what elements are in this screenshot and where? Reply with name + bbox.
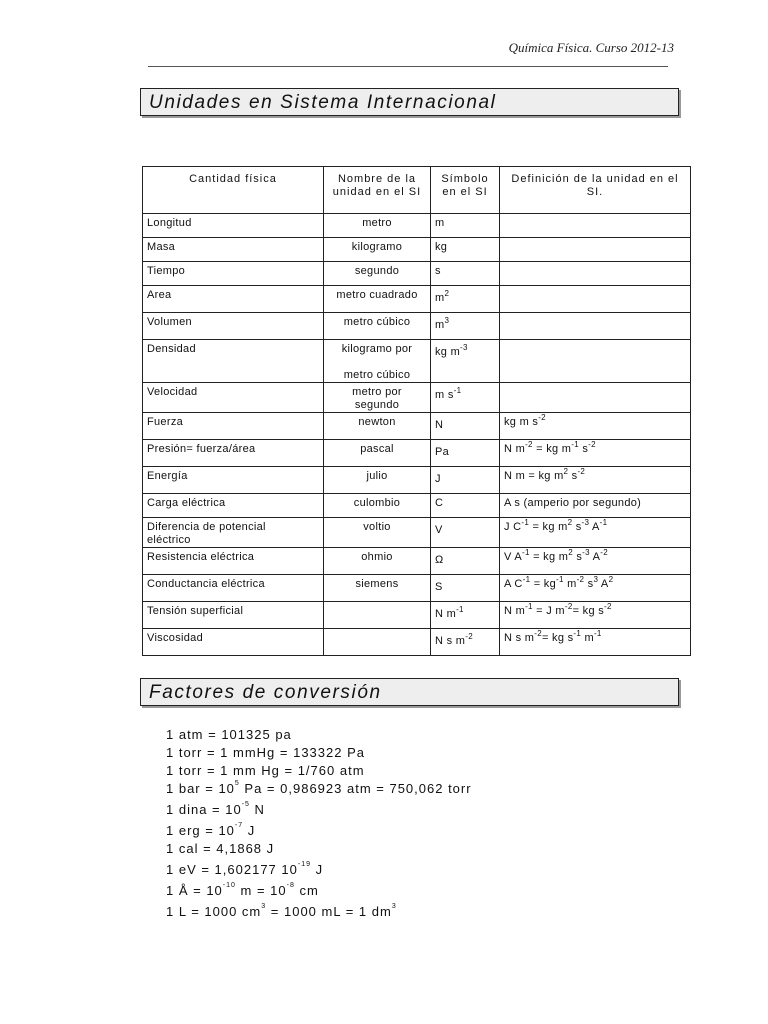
- cell-quantity: Resistencia eléctrica: [143, 548, 324, 575]
- cell-unit: culombio: [324, 494, 431, 518]
- cell-symbol: N s $m^{-2}$: [431, 629, 500, 656]
- cell-definition: V $A^{-1}$ = kg $m^2$ $s^{-3}$ $A^{-2}$: [500, 548, 691, 575]
- table-header-row: [143, 167, 691, 214]
- cell-quantity: Carga eléctrica: [143, 494, 324, 518]
- table-row: [143, 602, 691, 629]
- cell-definition: N $m^{-2}$ = kg $m^{-1}$ $s^{-2}$: [500, 440, 691, 467]
- conversion-line: 1 dina = $10^{-5}$ N: [166, 801, 265, 817]
- cell-unit: segundo: [324, 262, 431, 286]
- table-row: [143, 467, 691, 494]
- cell-symbol: S: [431, 575, 500, 602]
- table-row: [143, 238, 691, 262]
- cell-unit: ohmio: [324, 548, 431, 575]
- cell-quantity: Fuerza: [143, 413, 324, 440]
- cell-quantity: Masa: [143, 238, 324, 262]
- document-header: Química Física. Curso 2012-13: [508, 40, 674, 55]
- cell-unit: metro: [324, 214, 431, 238]
- units-table-body: [143, 214, 691, 656]
- cell-definition: N s $m^{-2}=$ kg $s^{-1}$ $m^{-1}$: [500, 629, 691, 656]
- cell-symbol: N: [431, 413, 500, 440]
- table-row: [143, 440, 691, 467]
- conversion-line: 1 erg = $10^{-7}$ J: [166, 822, 256, 838]
- cell-quantity: Volumen: [143, 313, 324, 340]
- conversion-line: 1 torr = 1 mmHg = 133322 Pa: [166, 745, 365, 760]
- cell-definition: [500, 313, 691, 340]
- conversion-line: 1 L = 1000 $cm^3 = 1000$ mL = 1 $dm^3$: [166, 903, 397, 919]
- cell-symbol: m: [431, 214, 500, 238]
- cell-definition: A s (amperio por segundo): [500, 494, 691, 518]
- header-rule: [148, 66, 668, 67]
- table-row: [143, 262, 691, 286]
- table-row: [143, 214, 691, 238]
- cell-definition: N m = kg $m^2$ $s^{-2}$: [500, 467, 691, 494]
- cell-symbol: kg: [431, 238, 500, 262]
- cell-unit: [324, 629, 431, 656]
- conversion-line: 1 Å = $10^{-10}$ $m = 10^{-8}$ cm: [166, 882, 319, 898]
- table-row: [143, 629, 691, 656]
- header-symbol: Símbolo en el SI: [431, 167, 500, 214]
- conversion-line: 1 torr = 1 mm Hg = 1/760 atm: [166, 763, 365, 778]
- header-unit-name: Nombre de la unidad en el SI: [324, 167, 431, 214]
- table-row: [143, 383, 691, 413]
- conversion-line: 1 cal = 4,1868 J: [166, 841, 275, 856]
- table-row: [143, 313, 691, 340]
- cell-definition: N $m^{-1} = J$ $m^{-2}=$ kg $s^{-2}$: [500, 602, 691, 629]
- cell-definition: kg m $s^{-2}$: [500, 413, 691, 440]
- cell-unit: voltio: [324, 518, 431, 548]
- table-row: [143, 548, 691, 575]
- cell-quantity: Velocidad: [143, 383, 324, 413]
- table-row: [143, 518, 691, 548]
- cell-symbol: $m^2$: [431, 286, 500, 313]
- cell-unit: kilogramo por metro cúbico: [324, 340, 431, 383]
- cell-quantity: Area: [143, 286, 324, 313]
- cell-unit: kilogramo: [324, 238, 431, 262]
- cell-quantity: Presión= fuerza/área: [143, 440, 324, 467]
- cell-quantity: Tiempo: [143, 262, 324, 286]
- cell-symbol: V: [431, 518, 500, 548]
- cell-definition: [500, 238, 691, 262]
- header-quantity: Cantidad física: [143, 167, 324, 214]
- cell-unit: newton: [324, 413, 431, 440]
- cell-definition: [500, 214, 691, 238]
- cell-unit: metro por segundo: [324, 383, 431, 413]
- conversion-line: 1 atm = 101325 pa: [166, 727, 292, 742]
- cell-unit: metro cuadrado: [324, 286, 431, 313]
- cell-quantity: Tensión superficial: [143, 602, 324, 629]
- cell-symbol: m $s^{-1}$: [431, 383, 500, 413]
- section-title-conversions: Factores de conversión: [140, 678, 679, 706]
- cell-definition: [500, 286, 691, 313]
- cell-definition: [500, 340, 691, 383]
- cell-quantity: Diferencia de potencial eléctrico: [143, 518, 324, 548]
- header-definition: Definición de la unidad en el SI.: [500, 167, 691, 214]
- cell-unit: pascal: [324, 440, 431, 467]
- conversion-line: 1 eV = 1,602177 $10^{-19}$ J: [166, 861, 324, 877]
- cell-definition: [500, 383, 691, 413]
- cell-quantity: Energía: [143, 467, 324, 494]
- section-title-units: Unidades en Sistema Internacional: [140, 88, 679, 116]
- table-row: [143, 286, 691, 313]
- conversion-line: 1 bar = $10^5$ Pa = 0,986923 atm = 750,062 torr: [166, 780, 472, 796]
- table-row: [143, 575, 691, 602]
- cell-quantity: Densidad: [143, 340, 324, 383]
- cell-symbol: Pa: [431, 440, 500, 467]
- cell-unit: [324, 602, 431, 629]
- cell-unit: julio: [324, 467, 431, 494]
- cell-symbol: kg $m^{-3}$: [431, 340, 500, 383]
- cell-symbol: s: [431, 262, 500, 286]
- cell-quantity: Conductancia eléctrica: [143, 575, 324, 602]
- table-row: [143, 494, 691, 518]
- table-row: [143, 413, 691, 440]
- cell-symbol: Ω: [431, 548, 500, 575]
- cell-symbol: N $m^{-1}$: [431, 602, 500, 629]
- cell-symbol: J: [431, 467, 500, 494]
- units-table: [142, 166, 691, 656]
- cell-definition: A $C^{-1} = kg^{-1}$ $m^{-2}$ $s^3$ $A^2$: [500, 575, 691, 602]
- cell-unit: siemens: [324, 575, 431, 602]
- cell-symbol: C: [431, 494, 500, 518]
- conversion-factors-list: [166, 726, 472, 921]
- table-row: [143, 340, 691, 383]
- cell-symbol: $m^3$: [431, 313, 500, 340]
- cell-quantity: Longitud: [143, 214, 324, 238]
- cell-definition: [500, 262, 691, 286]
- cell-definition: J $C^{-1}$ = kg $m^2$ $s^{-3}$ $A^{-1}$: [500, 518, 691, 548]
- cell-unit: metro cúbico: [324, 313, 431, 340]
- cell-quantity: Viscosidad: [143, 629, 324, 656]
